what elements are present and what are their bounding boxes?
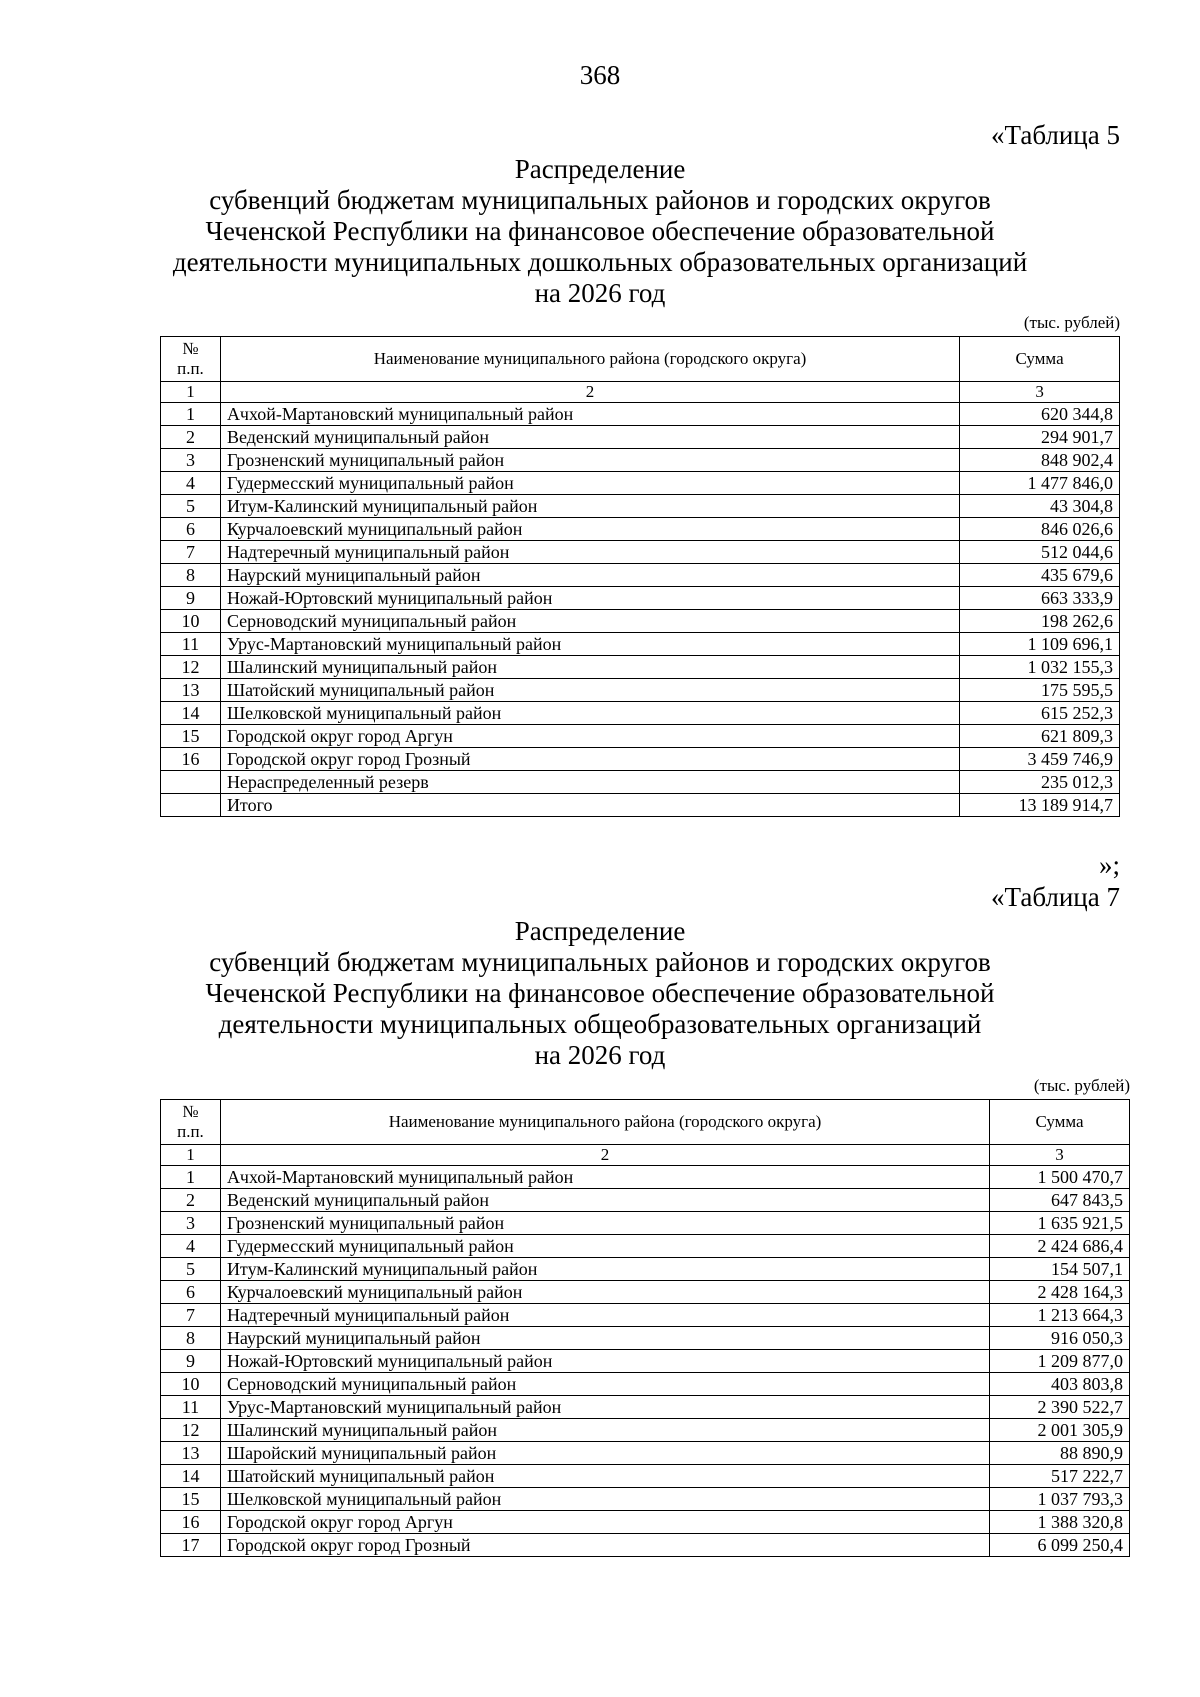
table-row [161,1212,1130,1235]
row-name: Гудермесский муниципальный район [220,1235,989,1258]
row-number: 2 [161,1189,221,1212]
table7-title-line: Чеченской Республики на финансовое обеспечение образовательной [205,978,995,1008]
table-row [161,1235,1130,1258]
table-row [161,1281,1130,1304]
row-sum: 848 902,4 [960,449,1120,472]
row-name: Веденский муниципальный район [220,426,959,449]
row-name: Шелковской муниципальный район [220,702,959,725]
table5-label: «Таблица 5 [991,120,1120,150]
row-number [161,794,221,817]
row-number: 11 [161,1396,221,1419]
row-number: 14 [161,702,221,725]
table5-title [0,154,1200,309]
colnum: 2 [220,1145,989,1166]
table-row [161,495,1120,518]
row-name: Гудермесский муниципальный район [220,472,959,495]
colnum: 2 [220,382,959,403]
row-sum: 1 109 696,1 [960,633,1120,656]
table-row [161,1258,1130,1281]
row-sum: 175 595,5 [960,679,1120,702]
table7-title [0,916,1200,1071]
table-row [161,518,1120,541]
table5-title-line: на 2026 год [534,278,666,308]
row-sum: 2 390 522,7 [990,1396,1130,1419]
row-number: 4 [161,472,221,495]
table-row [161,1396,1130,1419]
row-sum: 198 262,6 [960,610,1120,633]
table7-label: «Таблица 7 [991,882,1120,912]
colnum: 3 [990,1145,1130,1166]
table-row [161,610,1120,633]
row-name: Надтеречный муниципальный район [220,541,959,564]
colnum: 1 [161,1145,221,1166]
table7-units: (тыс. рублей) [1033,1076,1130,1095]
row-number: 12 [161,656,221,679]
table5-title-line: деятельности муниципальных дошкольных образовательных организаций [172,247,1028,277]
table-row [161,1534,1130,1557]
row-name: Серноводский муниципальный район [220,1373,989,1396]
row-name: Надтеречный муниципальный район [220,1304,989,1327]
header-name: Наименование муниципального района (городского округа) [220,337,959,382]
row-name: Итум-Калинский муниципальный район [220,495,959,518]
row-sum: 88 890,9 [990,1442,1130,1465]
row-sum: 1 500 470,7 [990,1166,1130,1189]
row-number: 5 [161,495,221,518]
table-row [161,472,1120,495]
row-name: Курчалоевский муниципальный район [220,518,959,541]
row-sum: 1 477 846,0 [960,472,1120,495]
row-number: 7 [161,1304,221,1327]
row-name: Ножай-Юртовский муниципальный район [220,1350,989,1373]
table-row [161,1327,1130,1350]
row-name: Городской округ город Аргун [220,725,959,748]
row-name: Урус-Мартановский муниципальный район [220,1396,989,1419]
table5-colnums-row [161,382,1120,403]
row-sum: 403 803,8 [990,1373,1130,1396]
table7-title-line: на 2026 год [534,1040,666,1070]
row-name: Шатойский муниципальный район [220,679,959,702]
row-sum: 1 213 664,3 [990,1304,1130,1327]
row-name: Шаройский муниципальный район [220,1442,989,1465]
colnum: 1 [161,382,221,403]
table7-title-line: субвенций бюджетам муниципальных районов и городских округов [209,947,991,977]
table-row [161,587,1120,610]
row-number: 15 [161,725,221,748]
row-sum: 1 209 877,0 [990,1350,1130,1373]
row-sum: 517 222,7 [990,1465,1130,1488]
row-sum: 615 252,3 [960,702,1120,725]
colnum: 3 [960,382,1120,403]
table5-units: (тыс. рублей) [1023,313,1120,332]
table-row [161,1488,1130,1511]
row-name: Серноводский муниципальный район [220,610,959,633]
row-number: 16 [161,1511,221,1534]
row-sum: 1 037 793,3 [990,1488,1130,1511]
table5-title-line: Чеченской Республики на финансовое обеспечение образовательной [205,216,995,246]
row-number: 4 [161,1235,221,1258]
table5-header-row [161,337,1120,382]
table5-title-line: Распределение [514,154,686,184]
table-row [161,656,1120,679]
row-number: 12 [161,1419,221,1442]
table-row [161,1419,1130,1442]
table-row [161,541,1120,564]
row-number: 8 [161,564,221,587]
row-name: Грозненский муниципальный район [220,1212,989,1235]
table-row [161,403,1120,426]
table-row [161,633,1120,656]
row-name: Итого [220,794,959,817]
row-number: 11 [161,633,221,656]
row-sum: 846 026,6 [960,518,1120,541]
table7-colnums-row [161,1145,1130,1166]
row-sum: 3 459 746,9 [960,748,1120,771]
row-name: Урус-Мартановский муниципальный район [220,633,959,656]
row-sum: 1 032 155,3 [960,656,1120,679]
table-row [161,771,1120,794]
row-number: 14 [161,1465,221,1488]
header-num: № п.п. [161,1100,221,1145]
table7-title-line: Распределение [514,916,686,946]
row-name: Ножай-Юртовский муниципальный район [220,587,959,610]
row-name: Городской округ город Грозный [220,748,959,771]
row-sum: 512 044,6 [960,541,1120,564]
row-number: 6 [161,1281,221,1304]
row-sum: 294 901,7 [960,426,1120,449]
row-name: Городской округ город Аргун [220,1511,989,1534]
row-name: Нераспределенный резерв [220,771,959,794]
row-name: Веденский муниципальный район [220,1189,989,1212]
row-name: Итум-Калинский муниципальный район [220,1258,989,1281]
row-number: 1 [161,403,221,426]
row-sum: 2 001 305,9 [990,1419,1130,1442]
row-name: Наурский муниципальный район [220,564,959,587]
row-sum: 916 050,3 [990,1327,1130,1350]
row-sum: 235 012,3 [960,771,1120,794]
table-row [161,1373,1130,1396]
row-name: Курчалоевский муниципальный район [220,1281,989,1304]
row-number: 16 [161,748,221,771]
row-sum: 663 333,9 [960,587,1120,610]
page-number: 368 [579,60,621,90]
row-sum: 154 507,1 [990,1258,1130,1281]
row-name: Ачхой-Мартановский муниципальный район [220,403,959,426]
row-number: 10 [161,610,221,633]
header-num: № п.п. [161,337,221,382]
table-row [161,1511,1130,1534]
row-number: 9 [161,1350,221,1373]
row-sum: 6 099 250,4 [990,1534,1130,1557]
row-name: Наурский муниципальный район [220,1327,989,1350]
row-number: 1 [161,1166,221,1189]
table-row [161,1350,1130,1373]
row-number: 17 [161,1534,221,1557]
row-number: 7 [161,541,221,564]
row-name: Шалинский муниципальный район [220,1419,989,1442]
table-row [161,1304,1130,1327]
row-name: Грозненский муниципальный район [220,449,959,472]
row-number: 9 [161,587,221,610]
row-sum: 620 344,8 [960,403,1120,426]
row-sum: 1 635 921,5 [990,1212,1130,1235]
header-sum: Сумма [960,337,1120,382]
row-sum: 435 679,6 [960,564,1120,587]
row-number: 3 [161,449,221,472]
row-name: Шелковской муниципальный район [220,1488,989,1511]
row-number: 3 [161,1212,221,1235]
table5-closing: »; [1098,850,1120,880]
header-name: Наименование муниципального района (городского округа) [220,1100,989,1145]
table-row [161,725,1120,748]
table-row [161,748,1120,771]
row-number: 15 [161,1488,221,1511]
row-sum: 621 809,3 [960,725,1120,748]
row-sum: 43 304,8 [960,495,1120,518]
table7-header-row [161,1100,1130,1145]
table-row [161,426,1120,449]
header-sum: Сумма [990,1100,1130,1145]
row-sum: 2 428 164,3 [990,1281,1130,1304]
row-number [161,771,221,794]
table-row [161,1189,1130,1212]
table-row [161,564,1120,587]
row-number: 13 [161,679,221,702]
row-sum: 13 189 914,7 [960,794,1120,817]
row-number: 2 [161,426,221,449]
table-row [161,679,1120,702]
table-row [161,794,1120,817]
row-name: Шатойский муниципальный район [220,1465,989,1488]
table-row [161,1465,1130,1488]
row-number: 8 [161,1327,221,1350]
table5-title-line: субвенций бюджетам муниципальных районов и городских округов [209,185,991,215]
row-name: Шалинский муниципальный район [220,656,959,679]
row-number: 10 [161,1373,221,1396]
table-row [161,1166,1130,1189]
table-row [161,702,1120,725]
row-name: Городской округ город Грозный [220,1534,989,1557]
row-sum: 2 424 686,4 [990,1235,1130,1258]
row-number: 5 [161,1258,221,1281]
row-sum: 1 388 320,8 [990,1511,1130,1534]
table-row [161,1442,1130,1465]
table5 [160,336,1120,817]
row-number: 6 [161,518,221,541]
table7 [160,1099,1130,1557]
row-sum: 647 843,5 [990,1189,1130,1212]
row-number: 13 [161,1442,221,1465]
table7-title-line: деятельности муниципальных общеобразовательных организаций [218,1009,982,1039]
row-name: Ачхой-Мартановский муниципальный район [220,1166,989,1189]
table-row [161,449,1120,472]
